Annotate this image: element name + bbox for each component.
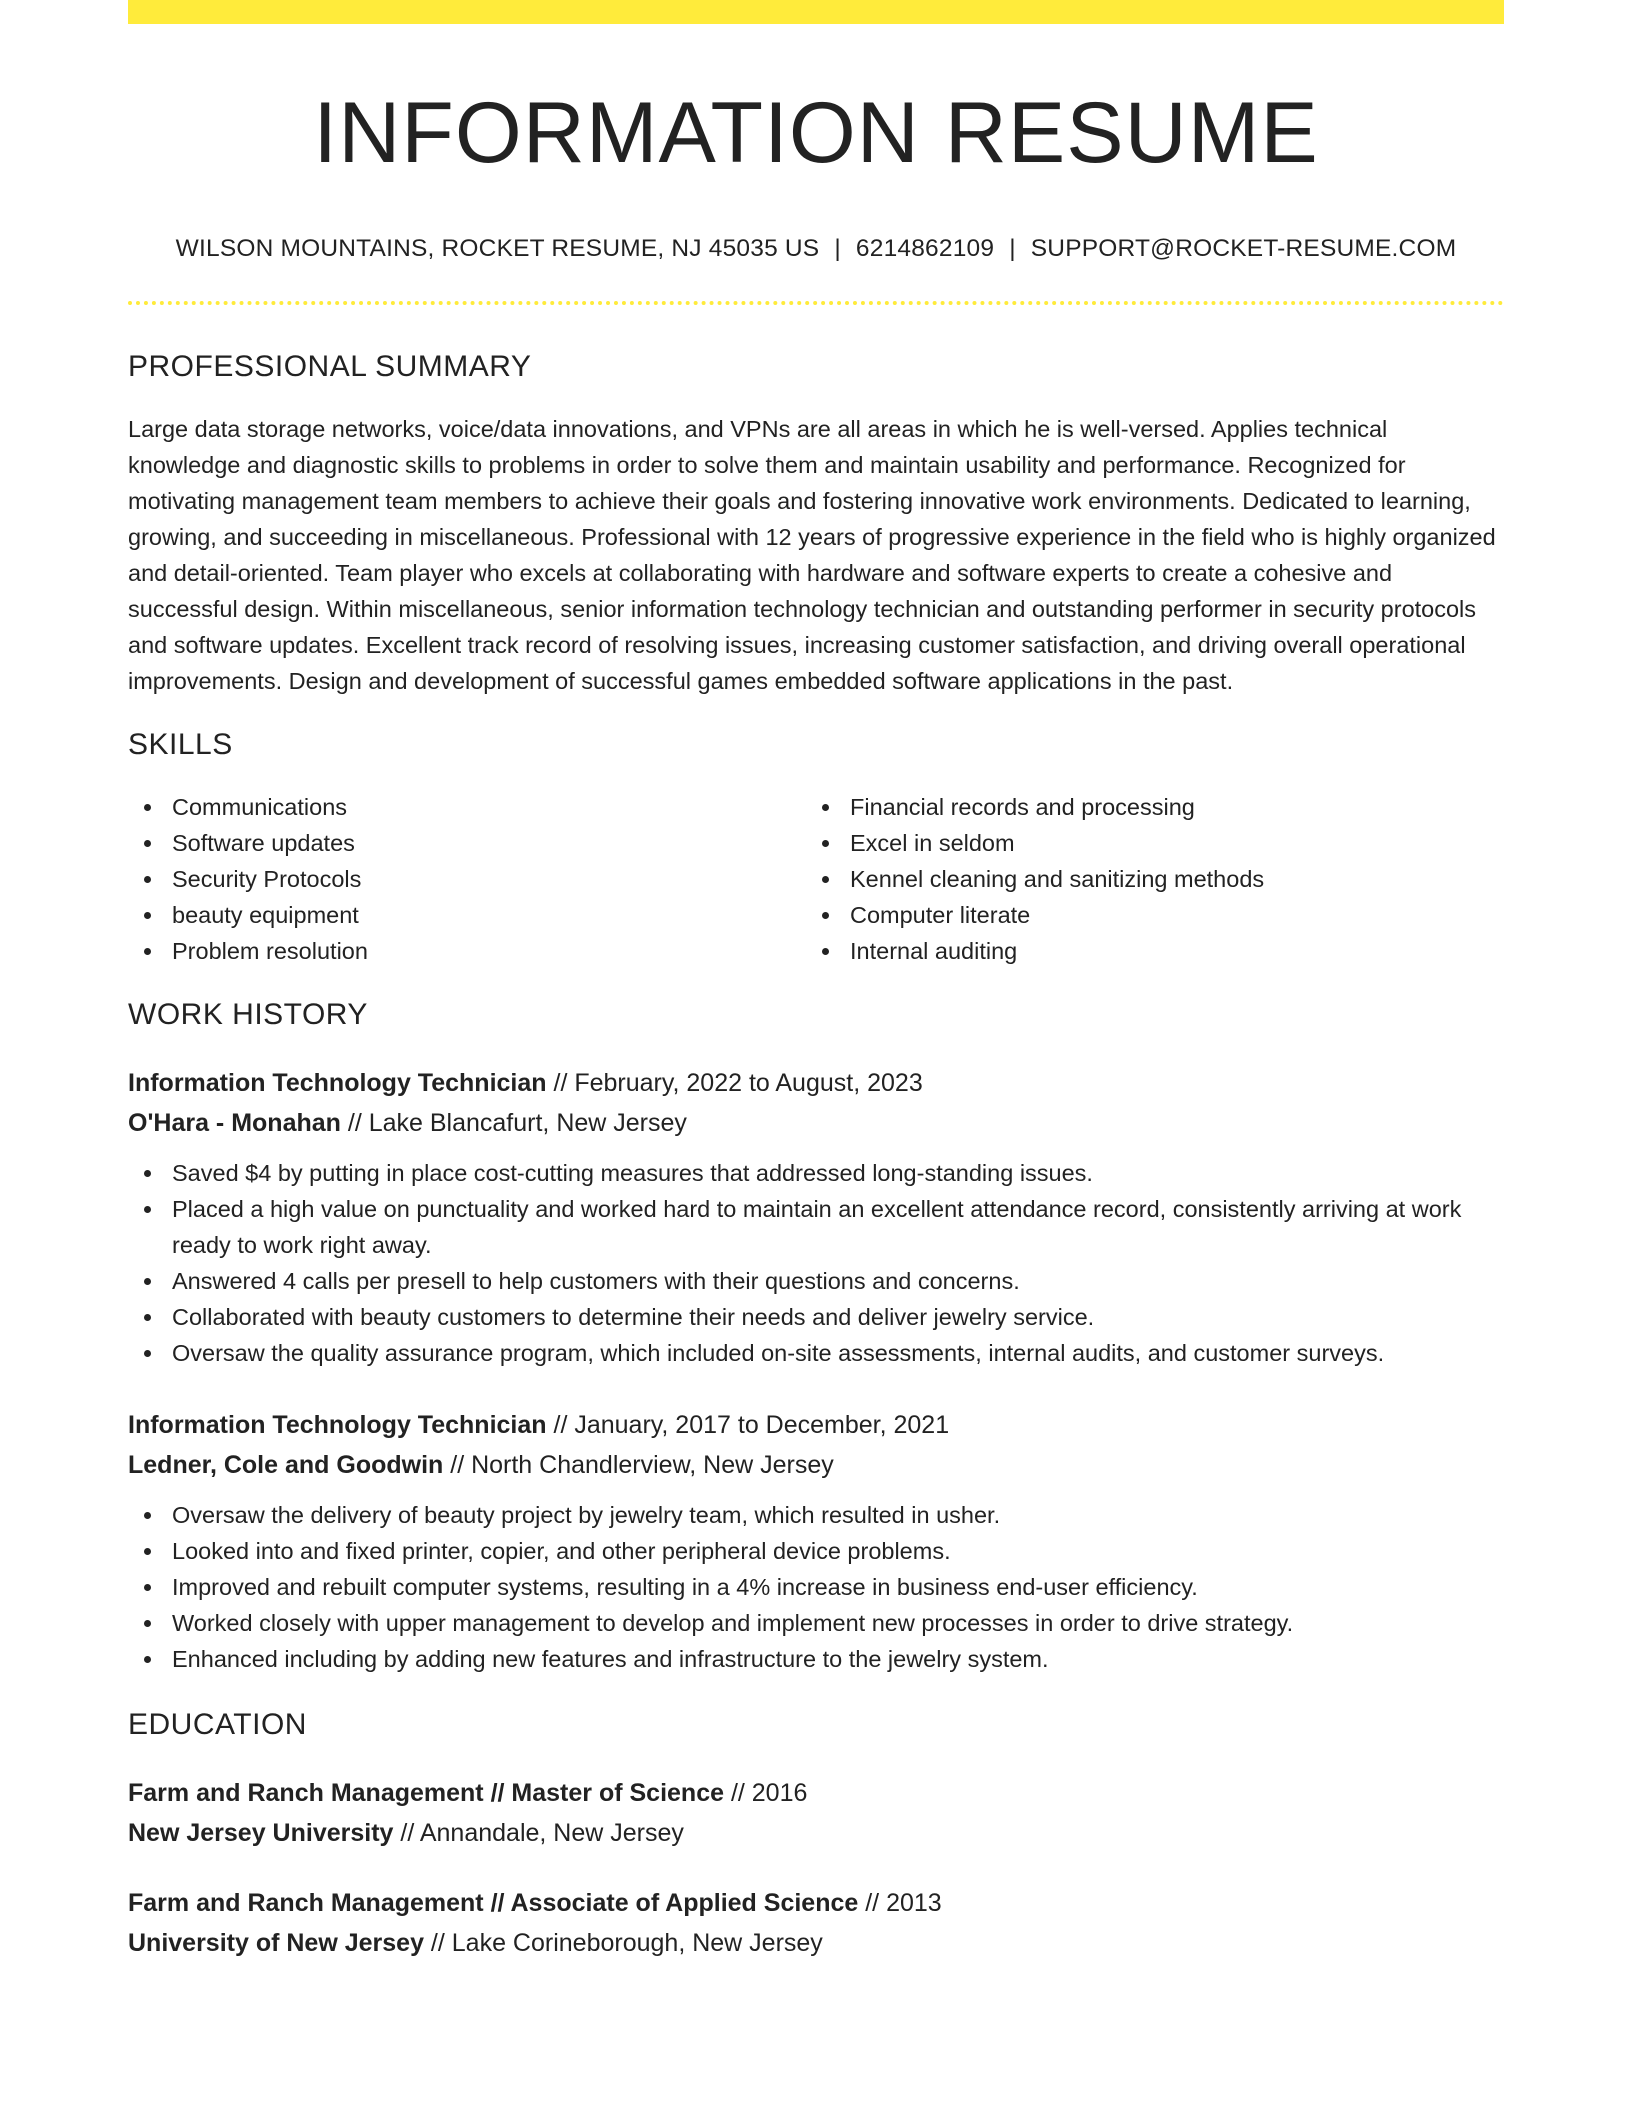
job-entry [128, 1063, 1504, 1371]
job-bullet-text: Oversaw the delivery of beauty project by jewelry team, which resulted in usher. [172, 1502, 1001, 1529]
education-degree: Farm and Ranch Management // Associate of Applied Science [128, 1889, 859, 1918]
bullet-icon [144, 1350, 151, 1357]
bullet-icon [822, 804, 829, 811]
bullet-icon [144, 1206, 151, 1213]
resume-page [128, 0, 1504, 1963]
job-bullet-text: Improved and rebuilt computer systems, resulting in a 4% increase in business end-user efficiency. [172, 1574, 1198, 1601]
skill-item [806, 789, 1504, 825]
bullet-icon [144, 1584, 151, 1591]
education-school-line [128, 1813, 1504, 1853]
job-bullet-text: Placed a high value on punctuality and worked hard to maintain an excellent attendance record, consistently arriving at work ready to work right away. [172, 1196, 1462, 1259]
bullet-icon [822, 876, 829, 883]
job-company: Ledner, Cole and Goodwin [128, 1451, 444, 1480]
skill-label: Excel in seldom [850, 830, 1015, 857]
bullet-icon [144, 840, 151, 847]
education-location: // Lake Corineborough, New Jersey [423, 1929, 823, 1958]
bullet-icon [144, 1170, 151, 1177]
contact-address: WILSON MOUNTAINS, ROCKET RESUME, NJ 45035 US [175, 235, 820, 263]
job-dates: // February, 2022 to August, 2023 [546, 1069, 923, 1098]
bullet-icon [144, 876, 151, 883]
job-bullet-text: Saved $4 by putting in place cost-cutting measures that addressed long-standing issues. [172, 1160, 1093, 1187]
job-bullet [128, 1569, 1504, 1605]
job-bullet [128, 1191, 1504, 1263]
contact-phone: 6214862109 [855, 235, 995, 263]
job-title-line [128, 1405, 1504, 1445]
skill-item [128, 825, 806, 861]
contact-email: SUPPORT@ROCKET-RESUME.COM [1030, 235, 1457, 263]
job-bullet [128, 1641, 1504, 1677]
bullet-icon [144, 948, 151, 955]
section-title-summary: PROFESSIONAL SUMMARY [128, 350, 532, 384]
skill-label: Financial records and processing [850, 794, 1195, 821]
job-bullets [128, 1497, 1504, 1677]
bullet-icon [144, 912, 151, 919]
skill-item [128, 861, 806, 897]
skills-grid [128, 789, 1504, 969]
bullet-icon [822, 840, 829, 847]
bullet-icon [144, 1512, 151, 1519]
skill-item [128, 789, 806, 825]
job-bullet-text: Worked closely with upper management to develop and implement new processes in order to drive strategy. [172, 1610, 1294, 1637]
skill-label: Communications [172, 794, 348, 821]
section-title-work-history: WORK HISTORY [128, 998, 368, 1032]
summary-text: Large data storage networks, voice/data innovations, and VPNs are all areas in which he is well-versed. Applies technical knowledge and diagnostic skills to problems in order to solve them and maintain usability and performance. Recognized for motivating management team members to achieve their goals and fostering innovative work environments. Dedicated to learning, growing, and succeeding in miscellaneous. Professional with 12 years of progressive experience in the field who is highly organized and detail-oriented. Team player who excels at collaborating with hardware and software experts to create a cohesive and successful design. Within miscellaneous, senior information technology technician and outstanding performer in security protocols and software updates. Excellent track record of resolving issues, increasing customer satisfaction, and driving overall operational improvements. Design and development of successful games embedded software applications in the past. [128, 416, 1496, 695]
resume-name: INFORMATION RESUME [313, 85, 1319, 181]
work-history-section [128, 995, 1504, 1677]
skill-label: Problem resolution [172, 938, 368, 965]
skill-label: Software updates [172, 830, 355, 857]
job-role: Information Technology Technician [128, 1069, 547, 1098]
skill-label: Kennel cleaning and sanitizing methods [850, 866, 1265, 893]
bullet-icon [144, 1314, 151, 1321]
job-location: // Lake Blancafurt, New Jersey [340, 1109, 687, 1138]
bullet-icon [144, 1548, 151, 1555]
skills-list-right [806, 789, 1504, 969]
job-company-line [128, 1445, 1504, 1485]
bullet-icon [144, 1278, 151, 1285]
skill-item [806, 825, 1504, 861]
education-location: // Annandale, New Jersey [393, 1819, 684, 1848]
job-bullet-text: Looked into and fixed printer, copier, and other peripheral device problems. [172, 1538, 951, 1565]
education-degree-line [128, 1773, 1504, 1813]
job-title-line [128, 1063, 1504, 1103]
summary-section [128, 347, 1504, 699]
education-entry [128, 1883, 1504, 1963]
education-school: New Jersey University [128, 1819, 394, 1848]
skill-label: Security Protocols [172, 866, 362, 893]
job-bullets [128, 1155, 1504, 1371]
skill-item [806, 861, 1504, 897]
bullet-icon [144, 804, 151, 811]
job-bullet [128, 1155, 1504, 1191]
skill-label: Computer literate [850, 902, 1031, 929]
skills-list-left [128, 789, 806, 969]
job-bullet-text: Answered 4 calls per presell to help customers with their questions and concerns. [172, 1268, 1020, 1295]
education-school: University of New Jersey [128, 1929, 424, 1958]
contact-separator: | [834, 235, 841, 263]
job-bullet [128, 1605, 1504, 1641]
education-year: // 2013 [858, 1889, 942, 1918]
skill-item [806, 897, 1504, 933]
education-degree-line [128, 1883, 1504, 1923]
job-bullet [128, 1497, 1504, 1533]
skill-label: Internal auditing [850, 938, 1018, 965]
contact-line [128, 231, 1504, 267]
education-section [128, 1705, 1504, 1963]
section-title-skills: SKILLS [128, 728, 233, 762]
bullet-icon [822, 948, 829, 955]
job-bullet [128, 1533, 1504, 1569]
accent-top-bar [128, 0, 1504, 24]
job-location: // North Chandlerview, New Jersey [443, 1451, 834, 1480]
job-company-line [128, 1103, 1504, 1143]
job-bullet [128, 1263, 1504, 1299]
skill-item [806, 933, 1504, 969]
education-entry [128, 1773, 1504, 1853]
bullet-icon [144, 1656, 151, 1663]
skill-label: beauty equipment [172, 902, 359, 929]
skill-item [128, 897, 806, 933]
job-role: Information Technology Technician [128, 1411, 547, 1440]
bullet-icon [822, 912, 829, 919]
dotted-divider [128, 301, 1504, 305]
education-school-line [128, 1923, 1504, 1963]
education-year: // 2016 [724, 1779, 808, 1808]
job-company: O'Hara - Monahan [128, 1109, 341, 1138]
contact-separator: | [1009, 235, 1016, 263]
job-bullet-text: Collaborated with beauty customers to determine their needs and deliver jewelry service. [172, 1304, 1095, 1331]
job-bullet-text: Enhanced including by adding new features and infrastructure to the jewelry system. [172, 1646, 1049, 1673]
section-title-education: EDUCATION [128, 1708, 307, 1742]
skill-item [128, 933, 806, 969]
job-bullet [128, 1335, 1504, 1371]
job-bullet [128, 1299, 1504, 1335]
job-entry [128, 1405, 1504, 1677]
job-bullet-text: Oversaw the quality assurance program, which included on-site assessments, internal audits, and customer surveys. [172, 1340, 1385, 1367]
skills-section [128, 725, 1504, 969]
education-degree: Farm and Ranch Management // Master of Science [128, 1779, 724, 1808]
bullet-icon [144, 1620, 151, 1627]
job-dates: // January, 2017 to December, 2021 [546, 1411, 950, 1440]
